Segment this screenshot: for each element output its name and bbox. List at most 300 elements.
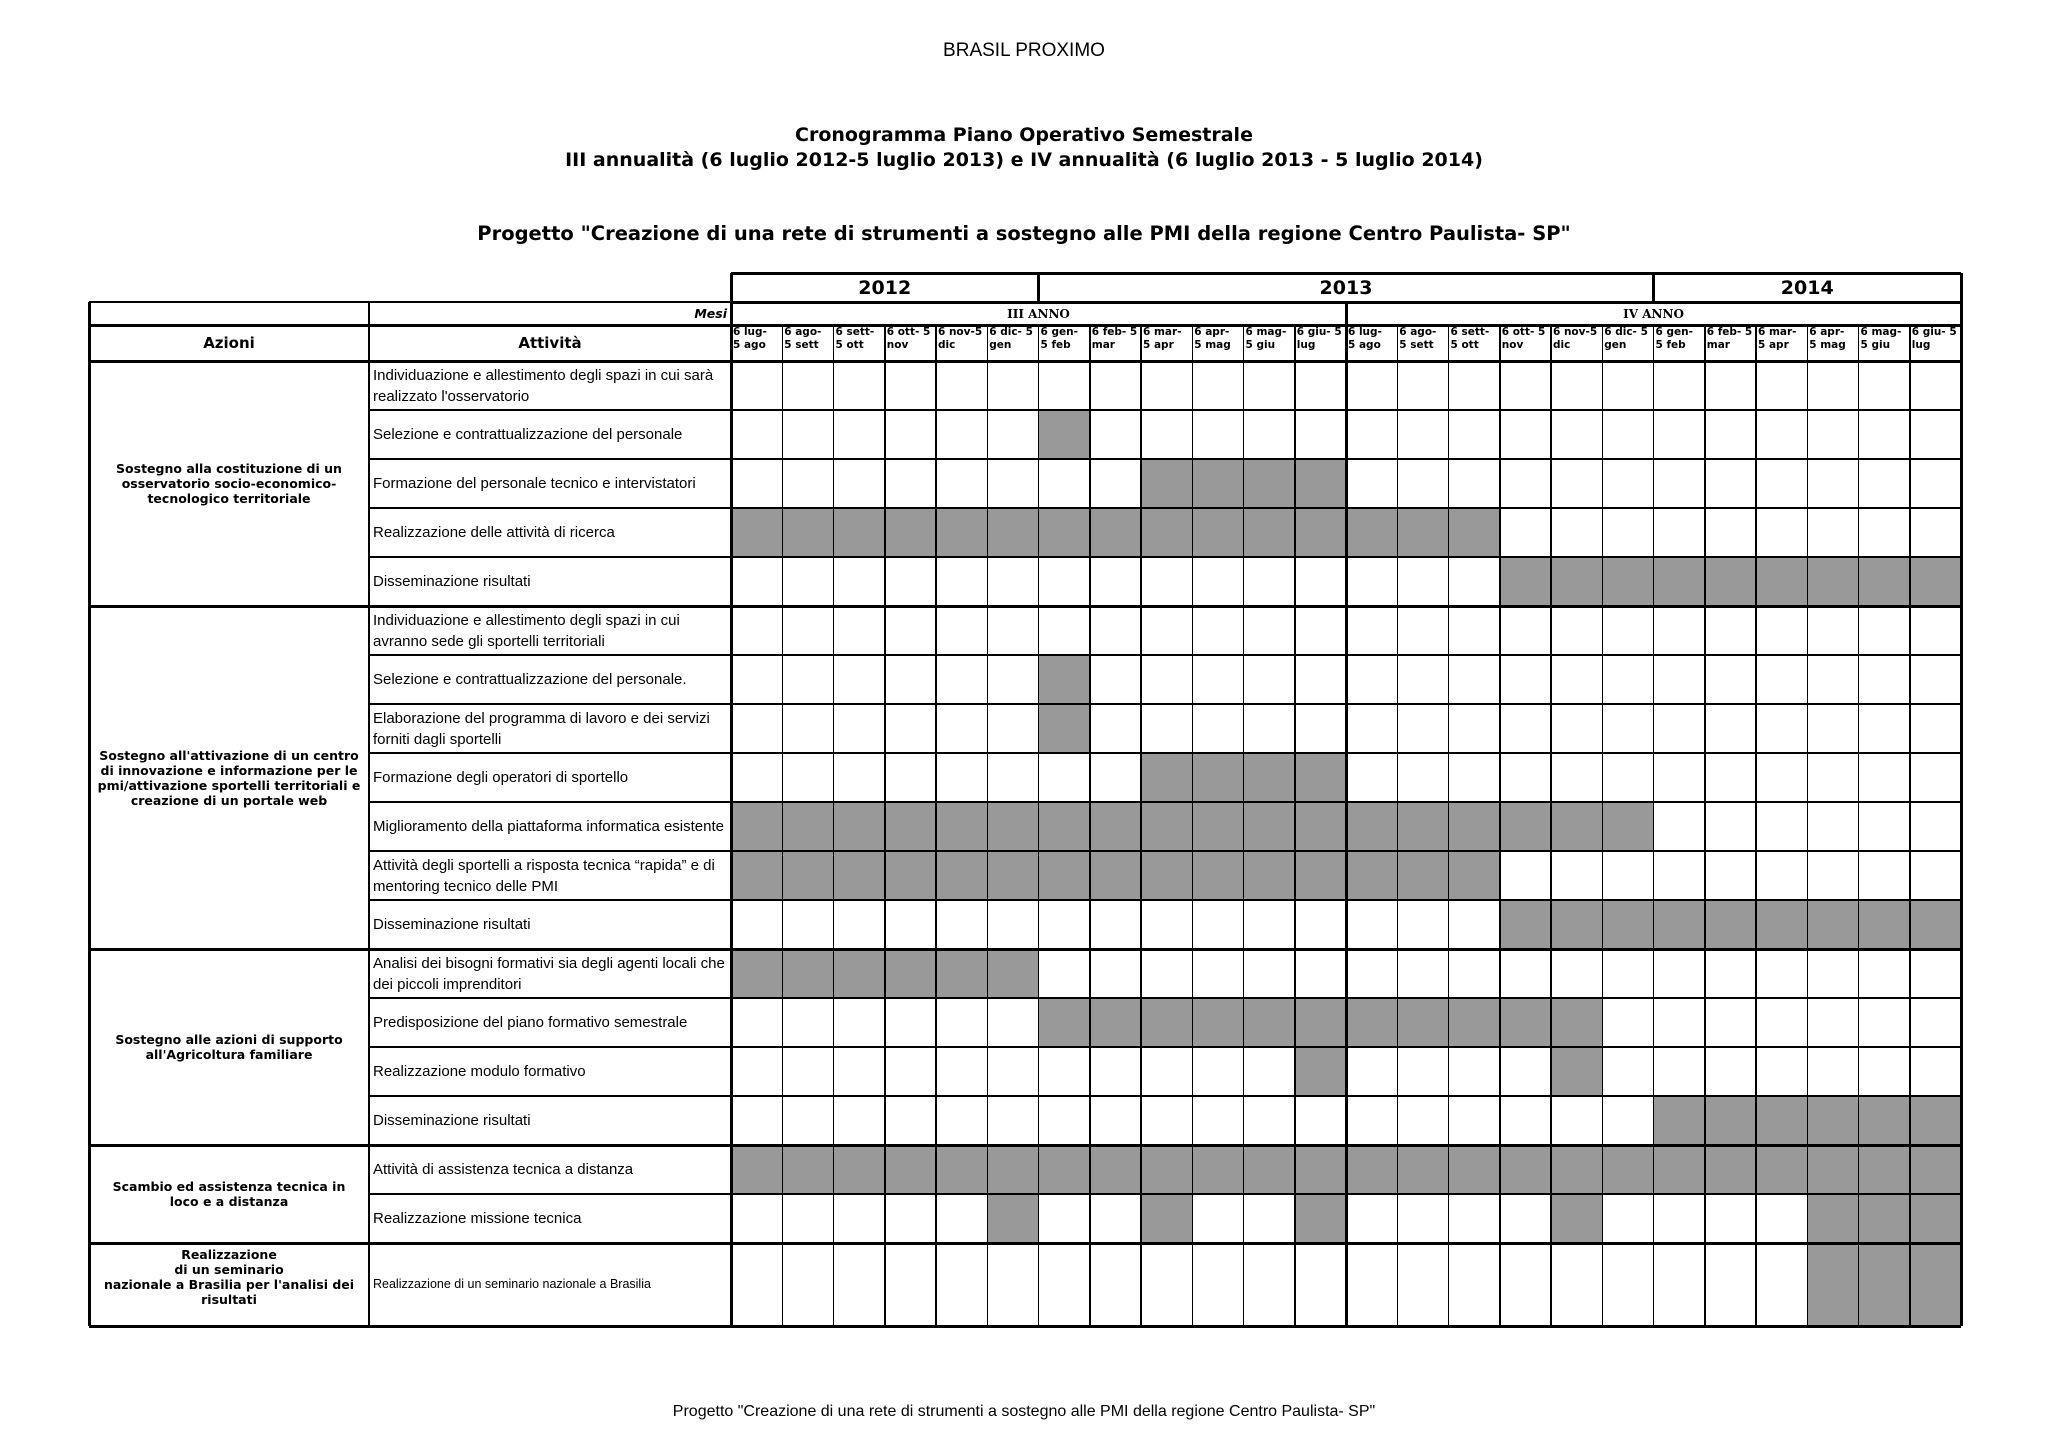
- attivita-text: Analisi dei bisogni formativi sia degli agenti locali che dei piccoli imprenditori: [373, 954, 725, 993]
- grid-line: [369, 1095, 1961, 1097]
- month-header-line: 5 mag: [1194, 339, 1231, 351]
- grid-line: [1243, 325, 1245, 1326]
- filled-cell: [1244, 851, 1295, 900]
- filled-cell: [1244, 1145, 1295, 1194]
- attivita-text: Realizzazione modulo formativo: [373, 1063, 586, 1080]
- filled-cell: [1756, 557, 1807, 606]
- grid-line: [89, 948, 1961, 951]
- filled-cell: [1295, 998, 1346, 1047]
- filled-cell: [1346, 851, 1397, 900]
- filled-cell: [1654, 1145, 1705, 1194]
- month-header-line: 5 mag: [1809, 339, 1846, 351]
- filled-cell: [1090, 802, 1141, 851]
- filled-cell: [1859, 1096, 1910, 1145]
- filled-cell: [1039, 704, 1090, 753]
- month-header-line: 6 ago-: [1399, 326, 1437, 338]
- month-header: [936, 325, 987, 361]
- azione-cell: [89, 606, 369, 949]
- filled-cell: [1551, 557, 1602, 606]
- filled-cell: [1449, 998, 1500, 1047]
- attivita-text: Disseminazione risultati: [373, 916, 531, 933]
- grid-line: [1653, 325, 1655, 1326]
- attivita-text: Realizzazione di un seminario nazionale a Brasilia: [373, 1277, 651, 1291]
- title-line-1: Cronogramma Piano Operativo Semestrale: [795, 124, 1253, 146]
- attivita-cell: [369, 508, 731, 557]
- grid-line: [730, 273, 733, 1326]
- filled-cell: [1141, 508, 1192, 557]
- document-header: BRASIL PROXIMO: [943, 40, 1105, 61]
- filled-cell: [1859, 1243, 1910, 1326]
- year-header: 2012: [858, 276, 912, 299]
- grid-line: [935, 325, 937, 1326]
- grid-line: [987, 325, 989, 1326]
- month-header: [987, 325, 1038, 361]
- filled-cell: [1295, 459, 1346, 508]
- month-header-line: 6 sett-: [835, 326, 875, 338]
- filled-cell: [1244, 802, 1295, 851]
- azione-cell: [89, 1145, 369, 1243]
- attivita-cell: [369, 557, 731, 606]
- azione-line: risultati: [201, 1292, 257, 1307]
- attivita-text: Miglioramento della piattaforma informatica esistente: [373, 818, 724, 835]
- filled-cell: [834, 1145, 885, 1194]
- attivita-text: Selezione e contrattualizzazione del personale: [373, 426, 683, 443]
- month-header-line: 6 mar-: [1143, 326, 1182, 338]
- month-header: [1551, 325, 1602, 361]
- annualita-header: III ANNO: [1007, 306, 1070, 321]
- month-header-line: 5 apr: [1758, 339, 1789, 351]
- filled-cell: [1141, 1145, 1192, 1194]
- filled-cell: [1141, 753, 1192, 802]
- attivita-cell: [369, 361, 731, 410]
- month-header-line: 6 dic- 5: [989, 326, 1033, 338]
- filled-cell: [936, 508, 987, 557]
- attivita-text: Elaborazione del programma di lavoro e dei servizi forniti dagli sportelli: [373, 709, 710, 748]
- attivita-text: Attività degli sportelli a risposta tecnica “rapida” e di mentoring tecnico delle PMI: [373, 856, 715, 895]
- attivita-cell: [369, 802, 731, 851]
- month-header-line: 6 ago-: [784, 326, 822, 338]
- month-header: [1397, 325, 1448, 361]
- month-header: [731, 325, 782, 361]
- filled-cell: [885, 851, 936, 900]
- month-header-line: nov: [1501, 339, 1524, 351]
- month-header: [1756, 325, 1807, 361]
- filled-cell: [1551, 1145, 1602, 1194]
- month-header-line: 6 giu- 5: [1296, 326, 1342, 338]
- attivita-cell: [369, 606, 731, 655]
- grid-line: [1909, 325, 1911, 1326]
- month-header: [1654, 325, 1705, 361]
- month-header-line: 6 ott- 5: [1501, 326, 1546, 338]
- grid-line: [369, 409, 1961, 411]
- filled-cell: [1397, 508, 1448, 557]
- attivita-cell: [369, 949, 731, 998]
- month-header-line: 6 sett-: [1450, 326, 1490, 338]
- filled-cell: [782, 1145, 833, 1194]
- filled-cell: [936, 1145, 987, 1194]
- filled-cell: [1192, 998, 1243, 1047]
- attivita-text: Individuazione e allestimento degli spazi in cui avranno sede gli sportelli territoriali: [373, 611, 680, 650]
- grid-line: [884, 325, 886, 1326]
- grid-line: [1397, 325, 1399, 1326]
- filled-cell: [885, 802, 936, 851]
- filled-cell: [1141, 459, 1192, 508]
- filled-cell: [885, 949, 936, 998]
- azione-cell: [89, 361, 369, 606]
- grid-line: [88, 302, 91, 1326]
- grid-line: [89, 1144, 1961, 1147]
- month-header-line: mar: [1706, 339, 1730, 351]
- month-header-line: 6 feb- 5: [1706, 326, 1753, 338]
- azione-line: di un seminario: [174, 1262, 284, 1277]
- grid-line: [89, 605, 1961, 608]
- attivita-cell: [369, 753, 731, 802]
- attivita-cell: [369, 1096, 731, 1145]
- attivita-cell: [369, 900, 731, 949]
- filled-cell: [1244, 459, 1295, 508]
- filled-cell: [1654, 1096, 1705, 1145]
- filled-cell: [1244, 508, 1295, 557]
- azione-cell: [89, 949, 369, 1145]
- filled-cell: [1910, 1243, 1961, 1326]
- filled-cell: [1295, 508, 1346, 557]
- month-header-line: 6 dic- 5: [1604, 326, 1648, 338]
- month-header-line: dic: [938, 339, 956, 351]
- attivita-cell: [369, 851, 731, 900]
- filled-cell: [885, 508, 936, 557]
- filled-cell: [1807, 1194, 1858, 1243]
- grid-line: [369, 703, 1961, 705]
- filled-cell: [1859, 1194, 1910, 1243]
- azione-text: Scambio ed assistenza tecnica in loco e a distanza: [112, 1179, 346, 1209]
- grid-line: [833, 325, 835, 1326]
- attivita-column-header: Attività: [518, 334, 582, 352]
- filled-cell: [1346, 508, 1397, 557]
- grid-line: [1345, 302, 1348, 1326]
- month-header-line: 6 lug-: [1348, 326, 1382, 338]
- filled-cell: [1705, 1145, 1756, 1194]
- filled-cell: [1705, 900, 1756, 949]
- filled-cell: [1039, 508, 1090, 557]
- month-header: [1500, 325, 1551, 361]
- attivita-text: Individuazione e allestimento degli spazi in cui sarà realizzato l'osservatorio: [373, 366, 714, 405]
- month-header-line: 6 nov-5: [1553, 326, 1598, 338]
- azione-text: Sostegno alla costituzione di un osservatorio socio-economico-tecnologico territoriale: [116, 461, 342, 506]
- filled-cell: [1141, 1194, 1192, 1243]
- filled-cell: [1397, 851, 1448, 900]
- month-header-line: lug: [1296, 339, 1316, 351]
- month-header-line: 6 giu- 5: [1911, 326, 1957, 338]
- filled-cell: [1346, 998, 1397, 1047]
- filled-cell: [834, 851, 885, 900]
- annualita-header: IV ANNO: [1623, 306, 1684, 321]
- month-header-line: 6 nov-5: [938, 326, 983, 338]
- grid-line: [1294, 325, 1296, 1326]
- month-header: [1910, 325, 1961, 361]
- filled-cell: [1090, 998, 1141, 1047]
- azione-text: Sostegno all'attivazione di un centro di innovazione e informazione per le pmi/attivazione sportelli territoriali e creazione di un portale web: [97, 747, 361, 808]
- month-header: [885, 325, 936, 361]
- month-header: [1449, 325, 1500, 361]
- month-header-line: 6 apr-: [1194, 326, 1230, 338]
- filled-cell: [1449, 851, 1500, 900]
- grid-line: [1140, 325, 1142, 1326]
- filled-cell: [1244, 998, 1295, 1047]
- filled-cell: [1039, 851, 1090, 900]
- month-header: [834, 325, 885, 361]
- grid-line: [1089, 325, 1091, 1326]
- filled-cell: [1705, 1096, 1756, 1145]
- grid-line: [89, 360, 1961, 363]
- filled-cell: [1551, 900, 1602, 949]
- filled-cell: [1910, 1096, 1961, 1145]
- filled-cell: [1859, 557, 1910, 606]
- filled-cell: [1602, 802, 1653, 851]
- azione-cell: [89, 1243, 369, 1326]
- filled-cell: [1192, 459, 1243, 508]
- month-header-line: gen: [1604, 339, 1627, 351]
- filled-cell: [936, 949, 987, 998]
- filled-cell: [1756, 900, 1807, 949]
- filled-cell: [731, 949, 782, 998]
- filled-cell: [1346, 802, 1397, 851]
- grid-line: [1960, 273, 1963, 1326]
- attivita-text: Formazione del personale tecnico e intervistatori: [373, 475, 696, 492]
- attivita-cell: [369, 655, 731, 704]
- filled-cell: [936, 851, 987, 900]
- filled-cell: [1295, 1194, 1346, 1243]
- grid-line: [369, 1193, 1961, 1195]
- filled-cell: [1500, 998, 1551, 1047]
- filled-cell: [1346, 1145, 1397, 1194]
- filled-cell: [1039, 1145, 1090, 1194]
- month-header: [1859, 325, 1910, 361]
- month-header-line: 5 ott: [835, 339, 864, 351]
- filled-cell: [1192, 508, 1243, 557]
- month-header-line: 5 giu: [1860, 339, 1891, 351]
- filled-cell: [1192, 802, 1243, 851]
- filled-cell: [987, 1145, 1038, 1194]
- attivita-text: Predisposizione del piano formativo semestrale: [373, 1014, 688, 1031]
- attivita-text: Selezione e contrattualizzazione del personale.: [373, 671, 687, 688]
- month-header: [1039, 325, 1090, 361]
- month-header-line: 6 mag-: [1860, 326, 1902, 338]
- filled-cell: [1551, 1194, 1602, 1243]
- filled-cell: [936, 802, 987, 851]
- month-header-line: gen: [989, 339, 1012, 351]
- grid-line: [1037, 273, 1040, 302]
- month-header: [1244, 325, 1295, 361]
- month-header-line: 5 feb: [1655, 339, 1686, 351]
- filled-cell: [1602, 900, 1653, 949]
- filled-cell: [1244, 753, 1295, 802]
- filled-cell: [1551, 998, 1602, 1047]
- grid-line: [1704, 325, 1706, 1326]
- filled-cell: [1807, 1096, 1858, 1145]
- filled-cell: [1859, 900, 1910, 949]
- project-title: Progetto "Creazione di una rete di strumenti a sostegno alle PMI della regione Centro Paulista- SP": [477, 222, 1571, 245]
- filled-cell: [1654, 900, 1705, 949]
- filled-cell: [782, 508, 833, 557]
- filled-cell: [1090, 508, 1141, 557]
- attivita-cell: [369, 459, 731, 508]
- grid-line: [1858, 325, 1860, 1326]
- filled-cell: [1500, 557, 1551, 606]
- filled-cell: [1039, 655, 1090, 704]
- month-header-line: 6 gen-: [1040, 326, 1078, 338]
- filled-cell: [1141, 851, 1192, 900]
- filled-cell: [1039, 998, 1090, 1047]
- filled-cell: [1500, 1145, 1551, 1194]
- filled-cell: [987, 1194, 1038, 1243]
- grid-line: [369, 801, 1961, 803]
- month-header-line: nov: [886, 339, 909, 351]
- month-header-line: 6 mar-: [1758, 326, 1797, 338]
- grid-line: [89, 1242, 1961, 1245]
- month-header-line: 5 ago: [1348, 339, 1381, 351]
- grid-line: [1038, 325, 1040, 1326]
- filled-cell: [834, 802, 885, 851]
- filled-cell: [782, 851, 833, 900]
- month-header: [1141, 325, 1192, 361]
- grid-line: [1550, 325, 1552, 1326]
- grid-line: [1448, 325, 1450, 1326]
- grid-line: [369, 899, 1961, 901]
- filled-cell: [1141, 998, 1192, 1047]
- month-header: [1602, 325, 1653, 361]
- filled-cell: [1602, 557, 1653, 606]
- month-header: [1192, 325, 1243, 361]
- filled-cell: [1449, 508, 1500, 557]
- filled-cell: [1449, 1145, 1500, 1194]
- filled-cell: [1141, 802, 1192, 851]
- month-header: [1090, 325, 1141, 361]
- filled-cell: [1039, 802, 1090, 851]
- month-header: [1807, 325, 1858, 361]
- grid-line: [1192, 325, 1194, 1326]
- filled-cell: [834, 508, 885, 557]
- month-header-line: 6 lug-: [733, 326, 767, 338]
- month-header: [1705, 325, 1756, 361]
- attivita-text: Disseminazione risultati: [373, 1112, 531, 1129]
- filled-cell: [1910, 1194, 1961, 1243]
- month-header-line: 5 giu: [1245, 339, 1276, 351]
- month-header-line: 6 gen-: [1655, 326, 1693, 338]
- filled-cell: [782, 949, 833, 998]
- month-header-line: 6 ott- 5: [886, 326, 931, 338]
- title-line-2: III annualità (6 luglio 2012-5 luglio 2013) e IV annualità (6 luglio 2013 - 5 luglio 2014): [565, 149, 1483, 171]
- filled-cell: [1859, 1145, 1910, 1194]
- attivita-cell: [369, 410, 731, 459]
- grid-line: [1755, 325, 1757, 1326]
- filled-cell: [1756, 1096, 1807, 1145]
- azione-line: Realizzazione: [181, 1247, 277, 1262]
- filled-cell: [1090, 1145, 1141, 1194]
- filled-cell: [782, 802, 833, 851]
- grid-line: [1807, 325, 1809, 1326]
- grid-line: [782, 325, 784, 1326]
- grid-line: [731, 272, 1961, 275]
- filled-cell: [1500, 802, 1551, 851]
- filled-cell: [1192, 753, 1243, 802]
- filled-cell: [1397, 998, 1448, 1047]
- filled-cell: [1654, 557, 1705, 606]
- filled-cell: [1295, 1047, 1346, 1096]
- month-header-line: mar: [1091, 339, 1115, 351]
- document-footer: Progetto "Creazione di una rete di strumenti a sostegno alle PMI della regione Centro Paulista- SP": [672, 1403, 1376, 1420]
- attivita-text: Realizzazione missione tecnica: [373, 1210, 582, 1227]
- month-header: [1346, 325, 1397, 361]
- grid-line: [369, 507, 1961, 509]
- filled-cell: [987, 508, 1038, 557]
- grid-line: [369, 654, 1961, 656]
- filled-cell: [1449, 802, 1500, 851]
- month-header-line: dic: [1553, 339, 1571, 351]
- filled-cell: [987, 851, 1038, 900]
- attivita-text: Disseminazione risultati: [373, 573, 531, 590]
- filled-cell: [731, 851, 782, 900]
- filled-cell: [1807, 1243, 1858, 1326]
- attivita-text: Attività di assistenza tecnica a distanza: [373, 1161, 634, 1178]
- grid-line: [369, 997, 1961, 999]
- filled-cell: [1295, 802, 1346, 851]
- filled-cell: [1295, 851, 1346, 900]
- attivita-cell: [369, 998, 731, 1047]
- attivita-cell: [369, 704, 731, 753]
- attivita-cell: [369, 1194, 731, 1243]
- filled-cell: [987, 949, 1038, 998]
- attivita-text: Formazione degli operatori di sportello: [373, 769, 629, 786]
- month-header-line: 6 mag-: [1245, 326, 1287, 338]
- filled-cell: [1192, 851, 1243, 900]
- attivita-cell: [369, 1145, 731, 1194]
- month-header: [782, 325, 833, 361]
- azione-line: nazionale a Brasilia per l'analisi dei: [103, 1277, 355, 1292]
- grid-line: [369, 556, 1961, 558]
- filled-cell: [1397, 1145, 1448, 1194]
- month-header-line: 5 feb: [1040, 339, 1071, 351]
- filled-cell: [1295, 1145, 1346, 1194]
- filled-cell: [987, 802, 1038, 851]
- month-header-line: lug: [1911, 339, 1931, 351]
- month-header: [1295, 325, 1346, 361]
- month-header-line: 5 ago: [733, 339, 766, 351]
- filled-cell: [1807, 557, 1858, 606]
- month-header-line: 6 apr-: [1809, 326, 1845, 338]
- filled-cell: [731, 802, 782, 851]
- month-header-line: 5 sett: [784, 339, 819, 351]
- filled-cell: [1910, 1145, 1961, 1194]
- grid-line: [89, 324, 1961, 327]
- filled-cell: [1090, 851, 1141, 900]
- filled-cell: [1910, 900, 1961, 949]
- grid-line: [89, 1325, 1961, 1328]
- filled-cell: [1910, 557, 1961, 606]
- filled-cell: [1551, 802, 1602, 851]
- mesi-label: Mesi: [694, 306, 727, 321]
- grid-line: [1602, 325, 1604, 1326]
- month-header-line: 5 sett: [1399, 339, 1434, 351]
- attivita-text: Realizzazione delle attività di ricerca: [373, 524, 615, 541]
- month-header-line: 5 ott: [1450, 339, 1479, 351]
- grid-line: [368, 302, 370, 1326]
- grid-line: [369, 458, 1961, 460]
- filled-cell: [1192, 1145, 1243, 1194]
- grid-line: [369, 850, 1961, 852]
- filled-cell: [834, 949, 885, 998]
- grid-line: [369, 1046, 1961, 1048]
- grid-line: [369, 752, 1961, 754]
